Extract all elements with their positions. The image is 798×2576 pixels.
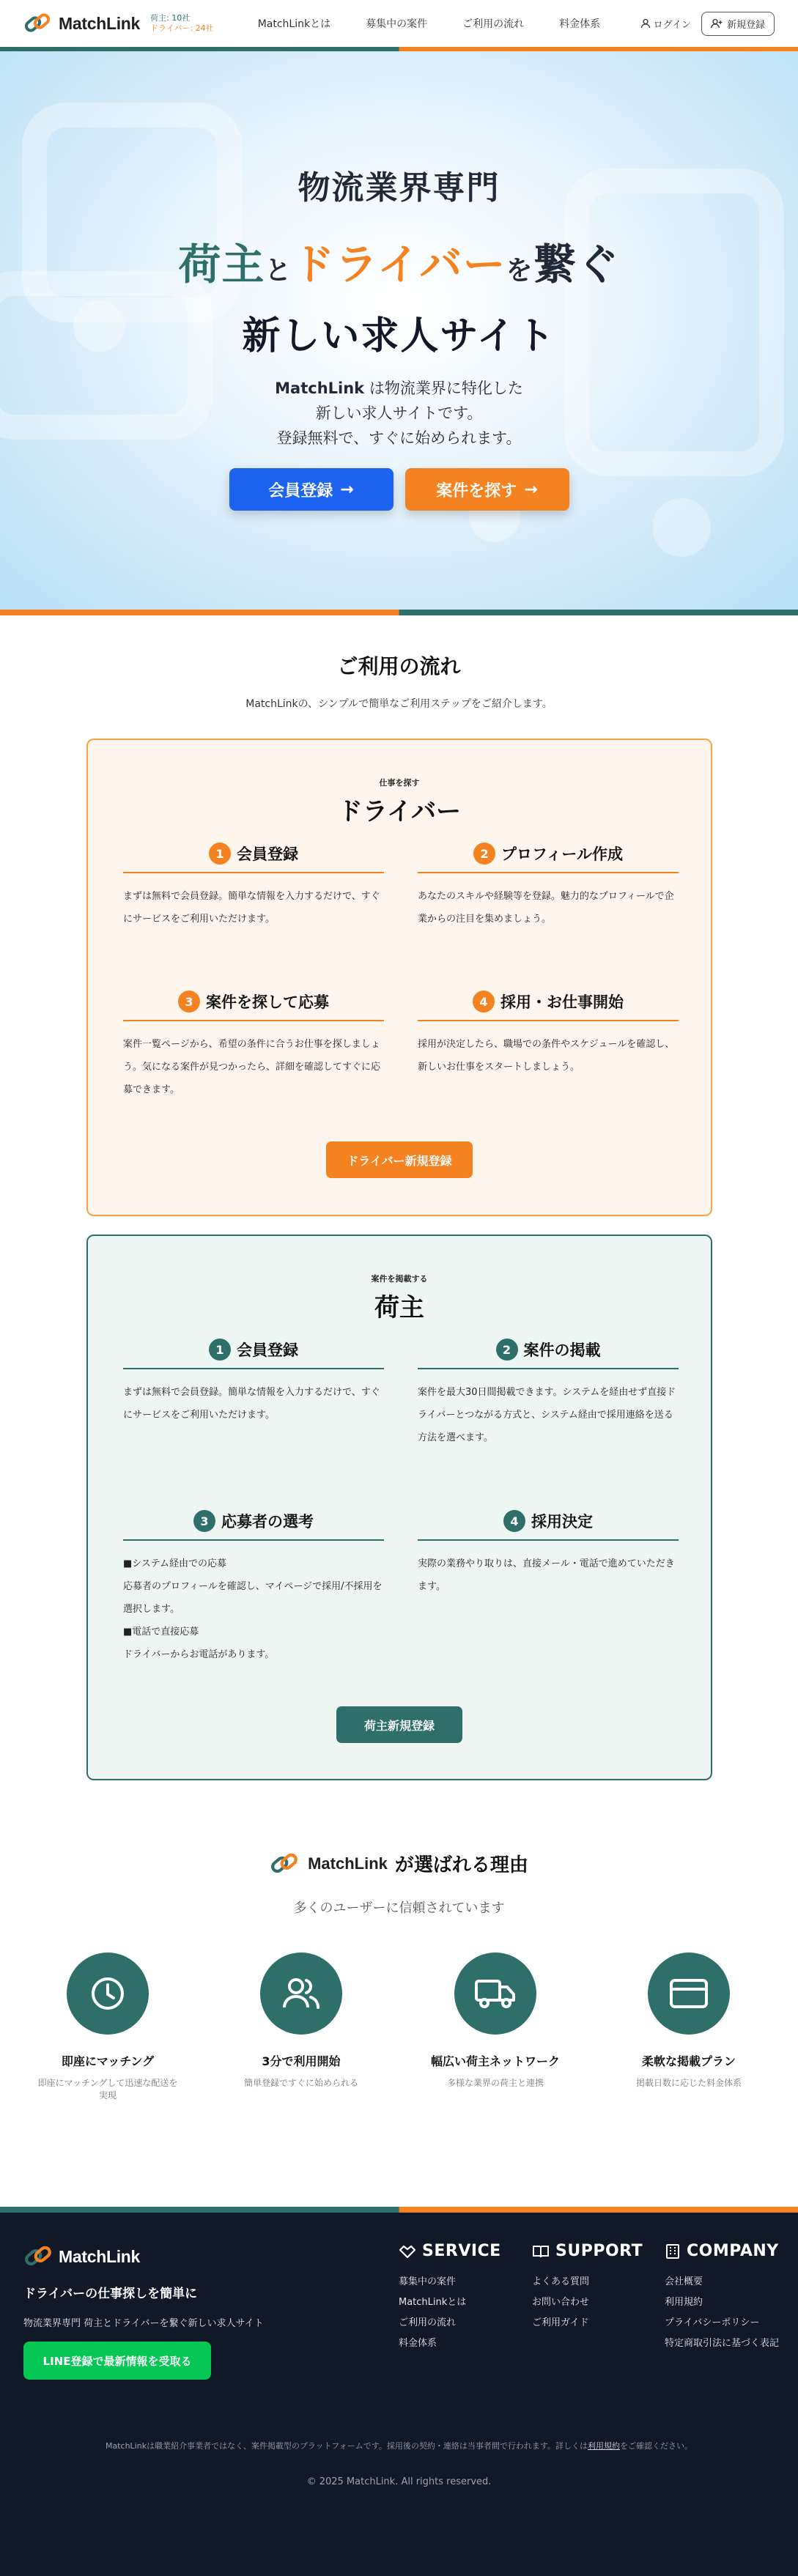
find-jobs-button[interactable]	[405, 468, 569, 511]
hero-buttons	[0, 468, 798, 511]
flow-subtitle: MatchLinkの、シンプルで簡単なご利用ステップをご紹介します。	[245, 698, 553, 710]
terms-link[interactable]: 利用規約	[588, 2441, 620, 2451]
hero-line-2	[0, 230, 798, 292]
feature-network	[422, 1953, 569, 2089]
driver-step-2	[418, 843, 679, 930]
step-underline	[418, 872, 679, 873]
feature-title: 柔軟な掲載プラン	[641, 2054, 736, 2068]
footer-link[interactable]: よくある質問	[532, 2276, 590, 2287]
step-number: 2	[473, 843, 495, 865]
find-jobs-label: 案件を探す	[436, 481, 517, 500]
feature-desc: 即座にマッチングして迅速な配送を実現	[37, 2078, 178, 2101]
link-logo-icon	[23, 11, 53, 36]
hero-accent-bar	[0, 610, 798, 615]
hero-section	[0, 51, 798, 610]
step-body-line: 応募者のプロフィールを確認し、マイページで採用/不採用を選択します。	[123, 1581, 383, 1615]
hero-content	[0, 51, 798, 511]
step-underline	[123, 872, 384, 873]
footer-link[interactable]: 特定商取引法に基づく表記	[665, 2338, 780, 2349]
step-number: 3	[178, 991, 200, 1013]
nav-about[interactable]: MatchLinkとは	[257, 18, 331, 30]
copyright: © 2025 MatchLink. All rights reserved.	[306, 2476, 492, 2487]
hero-description	[0, 376, 798, 451]
line-register-button[interactable]: LINE登録で最新情報を受取る	[23, 2342, 211, 2380]
driver-step-3	[123, 991, 384, 1101]
reasons-subtitle: 多くのユーザーに信頼されています	[293, 1900, 505, 1916]
arrow-right-icon: →	[524, 480, 538, 499]
site-header	[0, 0, 798, 47]
login-label: ログイン	[653, 19, 691, 31]
nav-jobs[interactable]: 募集中の案件	[366, 18, 428, 30]
step-title: 採用・お仕事開始	[500, 993, 624, 1011]
footer-logo-text: MatchLink	[59, 2246, 141, 2266]
step-body: まずは無料で会員登録。簡単な情報を入力するだけで、すぐにサービスをご利用いただけます。	[123, 891, 380, 925]
step-underline	[418, 1368, 679, 1369]
driver-flow-card	[86, 739, 712, 1216]
footer-col-company	[665, 2242, 789, 2350]
users-icon	[260, 1953, 342, 2035]
header-actions	[640, 12, 775, 36]
signup-button[interactable]	[701, 12, 775, 36]
driver-signup-button[interactable]: ドライバー新規登録	[326, 1141, 473, 1178]
step-body: あなたのスキルや経験等を登録。魅力的なプロフィールで企業からの注目を集めましょう。	[418, 891, 674, 925]
step-title: 案件を探して応募	[206, 993, 329, 1011]
footer-col-heading: SERVICE	[422, 2242, 501, 2260]
main-nav	[258, 16, 600, 31]
truck-icon	[454, 1953, 536, 2035]
footer-link[interactable]: ご利用ガイド	[532, 2317, 589, 2328]
register-label: 会員登録	[268, 481, 333, 500]
hero-connect: 繋ぐ	[533, 240, 620, 289]
step-underline	[123, 1368, 384, 1369]
footer-logo[interactable]	[23, 2243, 140, 2270]
step-underline	[418, 1020, 679, 1021]
hero-wo: を	[506, 256, 533, 286]
feature-desc: 多様な業界の荷主と連携	[446, 2078, 544, 2088]
book-icon	[532, 2244, 550, 2259]
signup-label: 新規登録	[726, 19, 765, 31]
step-number: 2	[496, 1339, 518, 1361]
hero-line-1: 物流業界専門	[298, 169, 500, 207]
driver-kicker: 仕事を探す	[379, 778, 420, 788]
footer-col-support	[532, 2242, 671, 2333]
reasons-logo-text: MatchLink	[308, 1854, 388, 1873]
shipper-step-1	[123, 1339, 384, 1426]
feature-quick-start	[228, 1953, 374, 2089]
disclaimer-text: MatchLinkは職業紹介事業者ではなく、案件掲載型のプラットフォームです。採用後の契約・連絡は当事者間で行われます。詳しくは	[105, 2441, 588, 2451]
footer-link[interactable]: 料金体系	[399, 2338, 437, 2349]
driver-step-4	[418, 991, 679, 1078]
feature-flexible-plans	[616, 1953, 762, 2089]
feature-title: 幅広い荷主ネットワーク	[430, 2054, 560, 2068]
footer-link[interactable]: 募集中の案件	[399, 2276, 457, 2287]
registration-counts	[150, 13, 214, 34]
step-title: プロフィール作成	[501, 845, 623, 863]
login-link[interactable]	[640, 17, 691, 31]
hero-desc-1: は物流業界に特化した	[364, 380, 523, 397]
step-number: 4	[473, 991, 495, 1013]
footer-col-heading: COMPANY	[687, 2242, 779, 2260]
step-title: 応募者の選考	[221, 1513, 314, 1531]
driver-count: ドライバー: 24社	[150, 23, 214, 33]
clock-icon	[67, 1953, 149, 2035]
footer-tagline: ドライバーの仕事探しを簡単に	[23, 2287, 198, 2301]
feature-desc: 掲載日数に応じた料金体系	[635, 2078, 742, 2088]
step-body-line: ドライバーからお電話があります。	[123, 1649, 275, 1660]
shipper-count: 荷主: 10社	[150, 13, 191, 23]
step-body: 採用が決定したら、職場での条件やスケジュールを確認し、新しいお仕事をスタートしましょう。	[418, 1039, 675, 1073]
user-icon	[640, 18, 651, 29]
link-logo-icon	[23, 2243, 54, 2270]
handshake-icon	[399, 2244, 416, 2259]
footer-link[interactable]: お問い合わせ	[532, 2297, 590, 2308]
footer-accent-bar	[0, 2207, 798, 2213]
footer-link[interactable]: プライバシーポリシー	[665, 2317, 760, 2328]
shipper-flow-card	[86, 1235, 712, 1780]
flow-title: ご利用の流れ	[337, 654, 461, 678]
hero-line-3: 新しい求人サイト	[242, 314, 556, 358]
step-underline	[123, 1539, 384, 1541]
shipper-step-3	[123, 1510, 384, 1666]
footer-link[interactable]: 利用規約	[665, 2297, 703, 2308]
feature-instant-matching	[34, 1953, 181, 2101]
hero-brand: MatchLink	[275, 380, 365, 397]
card-icon	[648, 1953, 730, 2035]
feature-title: 即座にマッチング	[61, 2054, 155, 2068]
site-footer	[0, 2213, 798, 2576]
shipper-step-4	[418, 1510, 679, 1598]
step-number: 3	[193, 1510, 215, 1532]
logo[interactable]	[23, 11, 214, 36]
step-body	[123, 1552, 384, 1666]
logo-text: MatchLink	[59, 13, 141, 33]
step-body: まずは無料で会員登録。簡単な情報を入力するだけで、すぐにサービスをご利用いただけます。	[123, 1387, 380, 1421]
user-plus-icon	[711, 18, 723, 29]
footer-col-service	[399, 2242, 538, 2354]
link-logo-icon	[270, 1851, 300, 1877]
footer-link[interactable]: 会社概要	[665, 2276, 703, 2287]
step-body: 案件一覧ページから、希望の条件に合うお仕事を探しましょう。気になる案件が見つかったら、詳細を確認してすぐに応募できます。	[123, 1039, 381, 1095]
reasons-title	[0, 1850, 798, 1877]
shipper-step-2	[418, 1339, 679, 1449]
driver-title: ドライバー	[337, 797, 462, 826]
footer-link[interactable]: ご利用の流れ	[399, 2317, 457, 2328]
feature-title: 3分で利用開始	[262, 2054, 341, 2068]
footer-disclaimer	[0, 2440, 798, 2451]
hero-driver: ドライバー	[292, 240, 506, 289]
hero-desc-3: 登録無料で、すぐに始められます。	[276, 429, 522, 447]
footer-link[interactable]: MatchLinkとは	[399, 2297, 467, 2308]
step-body: 案件を最大30日間掲載できます。システムを経由せず直接ドライバーとつながる方式と、システム経由で採用連絡を送る方法を選べます。	[418, 1387, 676, 1443]
shipper-kicker: 案件を掲載する	[371, 1274, 428, 1284]
step-number: 4	[503, 1510, 525, 1532]
step-title: 案件の掲載	[523, 1341, 601, 1359]
step-number: 1	[209, 843, 231, 865]
reasons-title-text: が選ばれる理由	[394, 1854, 528, 1876]
shipper-signup-button[interactable]: 荷主新規登録	[336, 1706, 462, 1743]
step-number: 1	[209, 1339, 231, 1361]
driver-step-1	[123, 843, 384, 930]
hero-desc-2: 新しい求人サイトです。	[315, 404, 483, 422]
nav-pricing[interactable]: 料金体系	[559, 18, 601, 30]
feature-desc: 簡単登録ですぐに始められる	[243, 2078, 358, 2088]
disclaimer-text-end: をご確認ください。	[620, 2441, 692, 2451]
step-body-line: ■システム経由での応募	[123, 1558, 226, 1569]
step-underline	[418, 1539, 679, 1541]
shipper-title: 荷主	[374, 1293, 424, 1322]
step-title: 会員登録	[237, 1341, 298, 1359]
footer-col-heading: SUPPORT	[555, 2242, 643, 2260]
nav-flow[interactable]: ご利用の流れ	[462, 18, 525, 30]
step-title: 会員登録	[237, 845, 298, 863]
hero-to: と	[265, 256, 292, 286]
step-title: 採用決定	[531, 1513, 593, 1531]
arrow-right-icon: →	[340, 480, 354, 499]
step-body: 実際の業務やり取りは、直接メール・電話で進めていただきます。	[418, 1558, 675, 1592]
register-button[interactable]	[229, 468, 394, 511]
footer-tagline-2: 物流業界専門 荷主とドライバーを繋ぐ新しい求人サイト	[23, 2318, 264, 2329]
step-body-line: ■電話で直接応募	[123, 1626, 199, 1637]
step-underline	[123, 1020, 384, 1021]
building-icon	[665, 2243, 681, 2259]
hero-shipper: 荷主	[178, 240, 265, 289]
